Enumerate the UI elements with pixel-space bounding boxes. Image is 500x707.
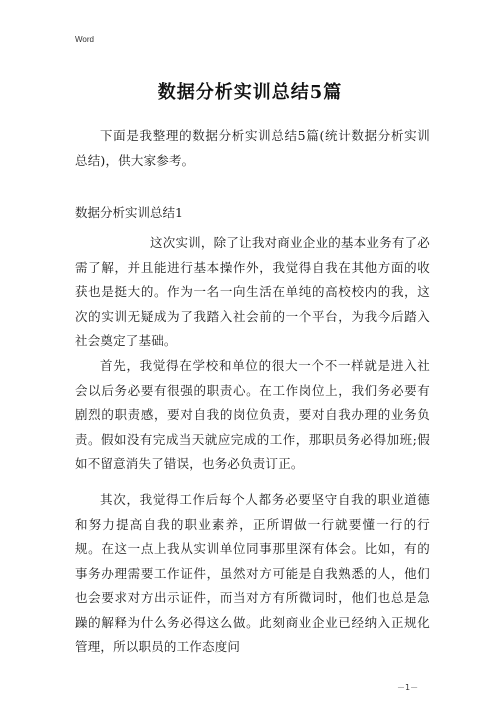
body-paragraph: 这次实训，除了让我对商业企业的基本业务有了必需了解，并且能进行基本操作外，我觉得自我在其他方面的收获也是挺大的。作为一名一向生活在单纯的高校校内的我，这次的实训无疑成为了我踏入社会前的一个平台，为我今后踏入社会奠定了基础。 — [75, 235, 430, 348]
intro-paragraph: 下面是我整理的数据分析实训总结5篇(统计数据分析实训总结)，供大家参考。 — [75, 128, 430, 168]
section-heading: 数据分析实训总结1 — [75, 205, 183, 220]
page-number: －1－ — [397, 683, 419, 692]
body-paragraph: 其次，我觉得工作后每个人都务必要坚守自我的职业道德和努力提高自我的职业素养，正所谓做一行就要懂一行的行规。在这一点上我从实训单位同事那里深有体会。比如，有的事务办理需要工作证件，虽然对方可能是自我熟悉的人，他们也会要求对方出示证件，而当对方有所微词时，他们也总是急躁的解释为什么务必得这么做。此刻商业企业已经纳入正规化管理，所以职员的工作态度问 — [75, 492, 430, 654]
app-header-label: Word — [75, 35, 94, 44]
document-title: 数据分析实训总结5篇 — [157, 82, 343, 103]
body-paragraph: 首先，我觉得在学校和单位的很大一个不一样就是进入社会以后务必要有很强的职责心。在工作岗位上，我们务必要有剧烈的职责感，要对自我的岗位负责，要对自我办理的业务负责。假如没有完成当天就应完成的工作，那职员务必得加班;假如不留意消失了错误，也务必负责订正。 — [75, 358, 430, 471]
